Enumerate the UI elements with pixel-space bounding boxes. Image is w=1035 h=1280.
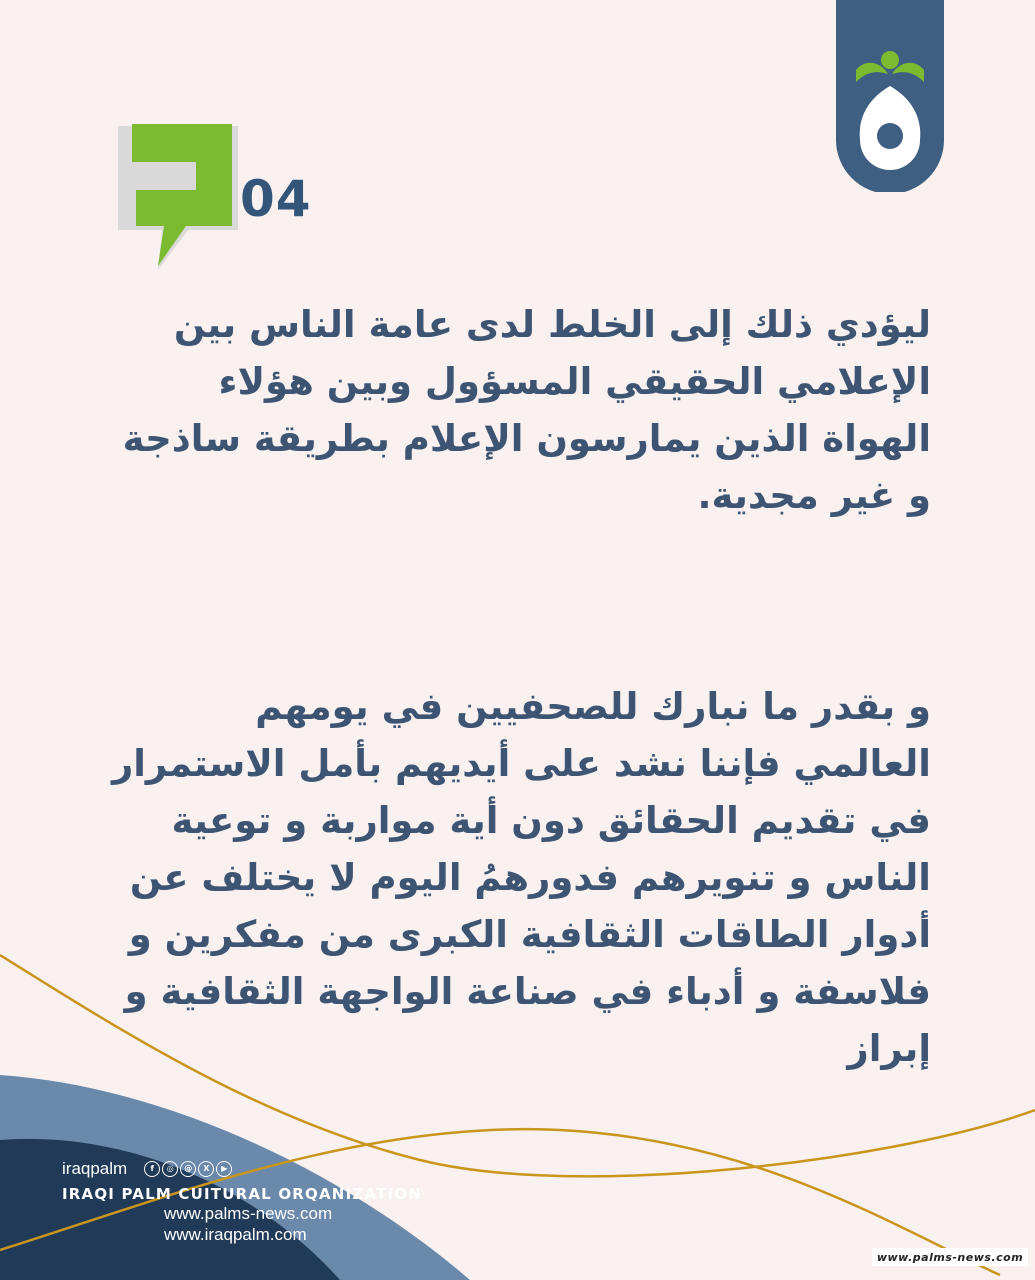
website-link[interactable]: www.iraqpalm.com — [164, 1224, 307, 1244]
social-icons — [144, 1161, 232, 1177]
website-link[interactable]: www.palms-news.com — [164, 1203, 333, 1223]
footer — [62, 1158, 422, 1245]
threads-icon[interactable]: @ — [180, 1161, 196, 1177]
iraqpalm-logo — [836, 0, 944, 192]
instagram-icon[interactable]: ◎ — [162, 1161, 178, 1177]
watermark: www.palms-news.com — [872, 1248, 1028, 1266]
x-icon[interactable]: X — [198, 1161, 214, 1177]
social-handle: iraqpalm — [62, 1158, 128, 1178]
slide-number: 04 — [240, 170, 312, 228]
organization-name: IRAQI PALM CUITURAL ORQANIZATION — [62, 1184, 422, 1203]
youtube-icon[interactable]: ▶ — [216, 1161, 232, 1177]
facebook-icon[interactable]: f — [144, 1161, 160, 1177]
paragraph-2: و بقدر ما نبارك للصحفيين في يومهم العالمي فإننا نشد على أيديهم بأمل الاستمرار في تقديم الحقائق دون أية مواربة و توعية الناس و تنويرهم فدورهمُ اليوم لا يختلف عن أدوار الطاقات الثقافية الكبرى من مفكرين و فلاسفة و أدباء في صناعة الواجهة الثقافية و إبراز — [111, 685, 931, 1070]
quote-mark-icon — [110, 118, 240, 278]
social-row — [62, 1158, 422, 1179]
paragraph-1: ليؤدي ذلك إلى الخلط لدى عامة الناس بين الإعلامي الحقيقي المسؤول وبين هؤلاء الهواة الذين يمارسون الإعلام بطريقة ساذجة و غير مجدية. — [122, 303, 931, 517]
